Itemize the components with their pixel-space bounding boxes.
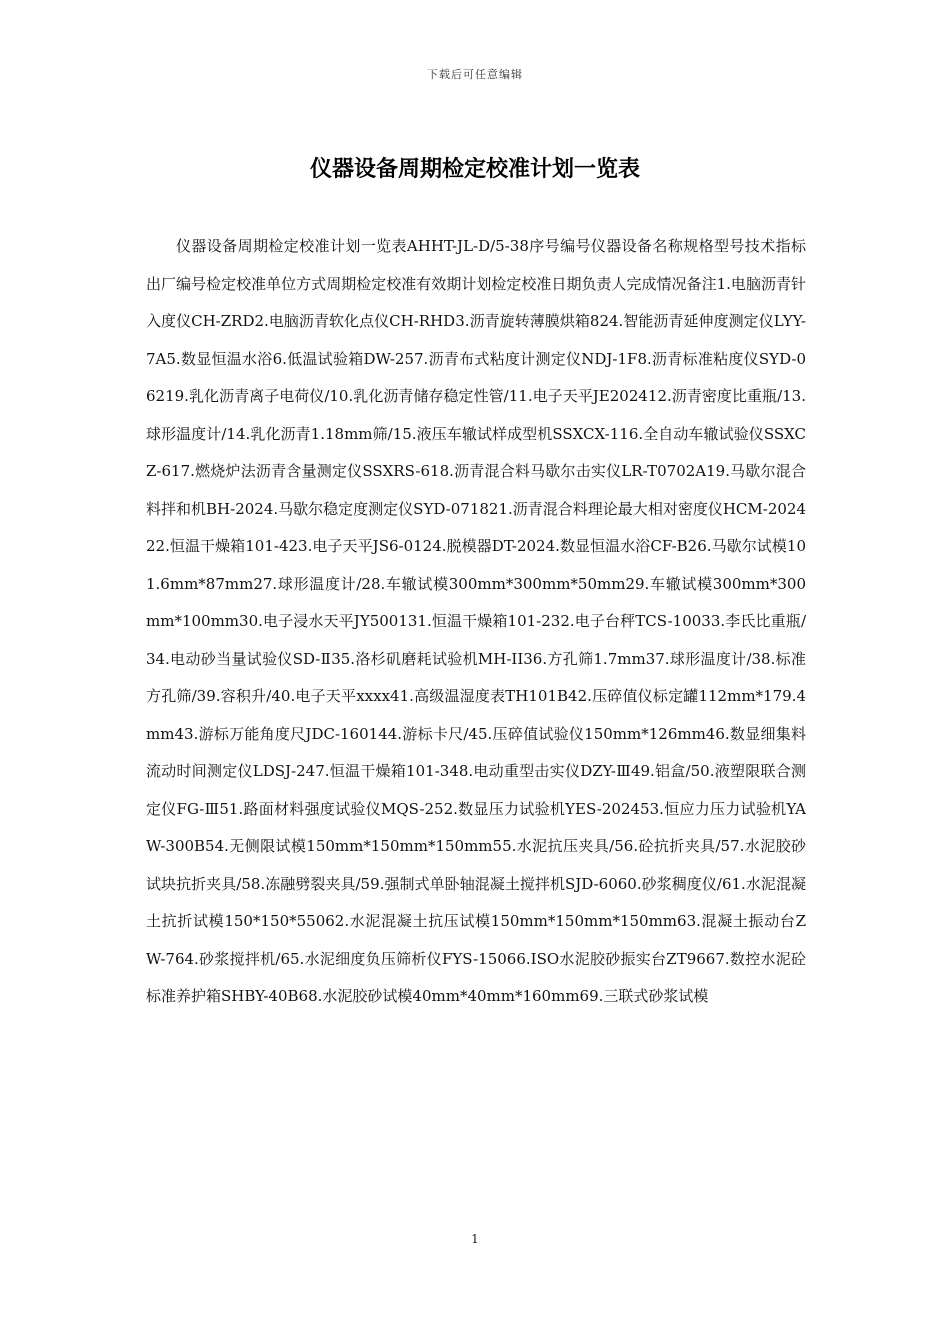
header-note: 下载后可任意编辑 bbox=[427, 68, 523, 81]
document-title: 仪器设备周期检定校准计划一览表 bbox=[309, 157, 640, 182]
page-number: 1 bbox=[471, 1232, 479, 1246]
document-body-paragraph: 仪器设备周期检定校准计划一览表AHHT-JL-D/5-38序号编号仪器设备名称规格型号技术指标出厂编号检定校准单位方式周期检定校准有效期计划检定校准日期负责人完成情况备注1.电脑沥青针入度仪CH-ZRD2.电脑沥青软化点仪CH-RHD3.沥青旋转薄膜烘箱824.智能沥青延伸度测定仪LYY-7A5.数显恒温水浴6.低温试验箱DW-257.沥青布式粘度计测定仪NDJ-1F8.沥青标准粘度仪SYD-06219.乳化沥青离子电荷仪/10.乳化沥青储存稳定性管/11.电子天平JE202412.沥青密度比重瓶/13.球形温度计/14.乳化沥青1.18mm筛/15.液压车辙试样成型机SSXCX-116.全自动车辙试验仪SSXCZ-617.燃烧炉法沥青含量测定仪SSXRS-618.沥青混合料马歇尔击实仪LR-T0702A19.马歇尔混合料拌和机BH-2024.马歇尔稳定度测定仪SYD-071821.沥青混合料理论最大相对密度仪HCM-202422.恒温干燥箱101-423.电子天平JS6-0124.脱模器DT-2024.数显恒温水浴CF-B26.马歇尔试模101.6mm*87mm27.球形温度计/28.车辙试模300mm*300mm*50mm29.车辙试模300mm*300mm*100mm30.电子浸水天平JY500131.恒温干燥箱101-232.电子台秤TCS-10033.李氏比重瓶/34.电动砂当量试验仪SD-Ⅱ35.洛杉矶磨耗试验机MH-II36.方孔筛1.7mm37.球形温度计/38.标准方孔筛/39.容积升/40.电子天平xxxx41.高级温湿度表TH101B42.压碎值仪标定罐112mm*179.4mm43.游标万能角度尺JDC-160144.游标卡尺/45.压碎值试验仪150mm*126mm46.数显细集料流动时间测定仪LDSJ-247.恒温干燥箱101-348.电动重型击实仪DZY-Ⅲ49.铝盒/50.液塑限联合测定仪FG-Ⅲ51.路面材料强度试验仪MQS-252.数显压力试验机YES-202453.恒应力压力试验机YAW-300B54.无侧限试模150mm*150mm*150mm55.水泥抗压夹具/56.砼抗折夹具/57.水泥胶砂试块抗折夹具/58.冻融劈裂夹具/59.强制式单卧轴混凝土搅拌机SJD-6060.砂浆稠度仪/61.水泥混凝土抗折试模150*150*55062.水泥混凝土抗压试模150mm*150mm*150mm63.混凝土振动台ZW-764.砂浆搅拌机/65.水泥细度负压筛析仪FYS-15066.ISO水泥胶砂振实台ZT9667.数控水泥砼标准养护箱SHBY-40B68.水泥胶砂试模40mm*40mm*160mm69.三联式砂浆试模 bbox=[146, 237, 806, 1005]
